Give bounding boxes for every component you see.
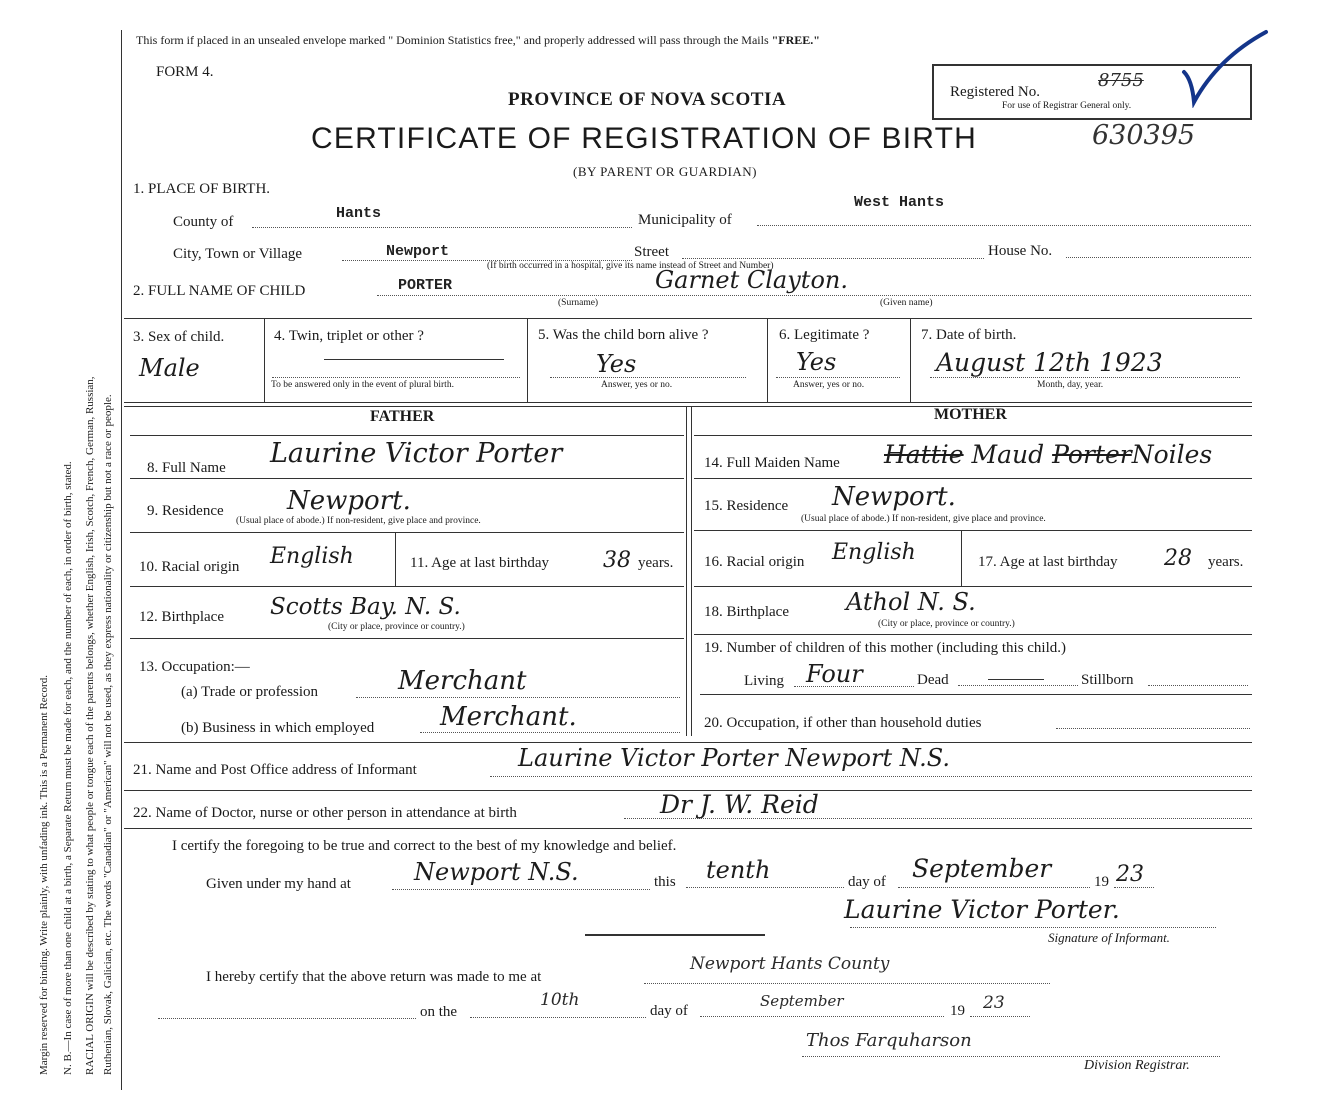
municipality-value: West Hants xyxy=(854,194,945,211)
date-of-birth-value: August 12th 1923 xyxy=(936,348,1163,377)
born-alive-label: 5. Was the child born alive ? xyxy=(538,327,709,343)
margin-note-racial-origin-2: Ruthenian, Slovak, Galician, etc. The words "Canadian" or "American" will not be used, as they express nationality or citizenship but not a race or people. xyxy=(102,394,114,1075)
legitimate-label: 6. Legitimate ? xyxy=(779,327,870,343)
county-value: Hants xyxy=(336,205,382,222)
legitimate-value: Yes xyxy=(796,348,837,376)
registrar-year-value: 23 xyxy=(983,993,1005,1013)
mother-racial-origin-label: 16. Racial origin xyxy=(704,554,805,570)
registrar-day-value: 10th xyxy=(540,990,580,1010)
division-registrar-label: Division Registrar. xyxy=(1084,1058,1190,1073)
child-name-label: 2. FULL NAME OF CHILD xyxy=(133,283,306,299)
given-year-value: 23 xyxy=(1116,862,1144,887)
page-title: CERTIFICATE OF REGISTRATION OF BIRTH xyxy=(311,122,978,155)
page-subtitle: (BY PARENT OR GUARDIAN) xyxy=(573,164,758,179)
municipality-label: Municipality of xyxy=(638,212,732,228)
margin-note-racial-origin: RACIAL ORIGIN will be described by stating to what people or tongue each of the parents belongs, whether English, Irish, Scotch, French, German, Russian, xyxy=(84,376,96,1075)
mother-residence-label: 15. Residence xyxy=(704,498,789,514)
mother-name-struck-surname: Porter xyxy=(1052,440,1132,469)
province-heading: PROVINCE OF NOVA SCOTIA xyxy=(508,89,787,110)
city-label: City, Town or Village xyxy=(173,246,303,262)
father-birthplace-note: (City or place, province or country.) xyxy=(328,622,465,632)
father-birthplace-label: 12. Birthplace xyxy=(139,609,224,625)
registrar-general-note: For use of Registrar General only. xyxy=(1002,101,1132,111)
twin-note: To be answered only in the event of plural birth. xyxy=(271,380,454,390)
registrar-year-prefix: 19 xyxy=(950,1003,965,1019)
given-day-of-label: day of xyxy=(848,874,886,890)
check-mark-icon xyxy=(1178,28,1273,108)
informant-label: 21. Name and Post Office address of Informant xyxy=(133,762,417,778)
city-value: Newport xyxy=(386,243,450,260)
children-living-label: Living xyxy=(744,673,784,689)
mother-name-label: 14. Full Maiden Name xyxy=(704,455,840,471)
mother-name-value xyxy=(884,440,1212,469)
father-birthplace-value: Scotts Bay. N. S. xyxy=(270,594,461,620)
father-trade-value: Merchant xyxy=(398,666,527,696)
father-residence-value: Newport. xyxy=(287,486,411,516)
father-racial-origin-label: 10. Racial origin xyxy=(139,559,240,575)
mother-age-value: 28 xyxy=(1164,546,1192,571)
father-occupation-label: 13. Occupation:— xyxy=(139,659,250,675)
surname-note: (Surname) xyxy=(558,298,599,308)
mother-birthplace-label: 18. Birthplace xyxy=(704,604,789,620)
given-name-note: (Given name) xyxy=(880,298,933,308)
form-number: FORM 4. xyxy=(156,64,214,80)
margin-note-plural-births: N. B.—In case of more than one child at a birth, a Separate Return must be made for each, and the number of each, in order of birth, stated. xyxy=(62,461,74,1075)
father-residence-note: (Usual place of abode.) If non-resident, give place and province. xyxy=(236,516,481,526)
registrar-place-value: Newport Hants County xyxy=(690,954,890,974)
street-label: Street xyxy=(634,244,669,260)
mother-occupation-label: 20. Occupation, if other than household duties xyxy=(704,715,982,731)
margin-note-binding: Margin reserved for binding. Write plainly, with unfading ink. This is a Permanent Record. xyxy=(38,675,50,1075)
mother-birthplace-value: Athol N. S. xyxy=(846,588,976,616)
child-given-name-value: Garnet Clayton. xyxy=(655,266,848,294)
children-living-value: Four xyxy=(806,660,863,688)
sex-value: Male xyxy=(139,354,200,382)
father-racial-origin-value: English xyxy=(270,544,354,569)
legitimate-note: Answer, yes or no. xyxy=(793,380,865,390)
mother-age-label: 17. Age at last birthday xyxy=(978,554,1118,570)
given-day-value: tenth xyxy=(706,856,771,884)
mother-birthplace-note: (City or place, province or country.) xyxy=(878,619,1015,629)
date-of-birth-label: 7. Date of birth. xyxy=(921,327,1017,343)
father-business-value: Merchant. xyxy=(440,702,577,732)
registered-label: Registered No. xyxy=(950,84,1040,100)
certificate-number: 630395 xyxy=(1092,120,1196,151)
mother-name-maiden: Noiles xyxy=(1131,440,1213,469)
registrar-day-of-label: day of xyxy=(650,1003,688,1019)
born-alive-note: Answer, yes or no. xyxy=(601,380,673,390)
informant-signature: Laurine Victor Porter. xyxy=(844,895,1120,924)
doctor-label: 22. Name of Doctor, nurse or other person in attendance at birth xyxy=(133,805,517,821)
registrar-certification-statement: I hereby certify that the above return was made to me at xyxy=(206,969,542,985)
informant-value: Laurine Victor Porter Newport N.S. xyxy=(518,744,951,772)
this-label: this xyxy=(654,874,676,890)
father-age-value: 38 xyxy=(603,548,631,573)
given-under-hand-label: Given under my hand at xyxy=(206,876,351,892)
father-residence-label: 9. Residence xyxy=(147,503,224,519)
mother-residence-note: (Usual place of abode.) If non-resident, give place and province. xyxy=(801,514,1046,524)
mother-residence-value: Newport. xyxy=(832,482,956,512)
registrar-on-the-label: on the xyxy=(420,1004,458,1020)
children-stillborn-label: Stillborn xyxy=(1081,672,1134,688)
father-name-value: Laurine Victor Porter xyxy=(270,438,563,469)
father-age-label: 11. Age at last birthday xyxy=(410,555,549,571)
children-dead-label: Dead xyxy=(917,672,949,688)
hospital-note: (If birth occurred in a hospital, give its name instead of Street and Number) xyxy=(487,261,774,271)
postal-note: This form if placed in an unsealed envelope marked " Dominion Statistics free," and properly addressed will pass through the Mails "FREE." xyxy=(136,33,820,47)
date-of-birth-note: Month, day, year. xyxy=(1037,380,1104,390)
mother-name-middle: Maud xyxy=(971,440,1045,469)
county-label: County of xyxy=(173,214,234,230)
doctor-value: Dr J. W. Reid xyxy=(660,790,819,819)
registrar-month-value: September xyxy=(760,992,844,1010)
child-surname-value: PORTER xyxy=(398,277,453,294)
sex-label: 3. Sex of child. xyxy=(133,329,225,345)
mother-name-struck-first: Hattie xyxy=(884,440,964,469)
twin-label: 4. Twin, triplet or other ? xyxy=(274,328,424,344)
informant-signature-label: Signature of Informant. xyxy=(1048,930,1170,945)
house-number-label: House No. xyxy=(988,243,1053,259)
father-trade-label: (a) Trade or profession xyxy=(181,684,319,700)
given-place-value: Newport N.S. xyxy=(414,858,579,886)
given-year-prefix: 19 xyxy=(1094,874,1109,890)
mother-racial-origin-value: English xyxy=(832,540,916,565)
binding-margin-line xyxy=(121,30,122,1090)
mother-heading: MOTHER xyxy=(934,406,1007,423)
given-month-value: September xyxy=(912,854,1052,883)
place-of-birth-heading: 1. PLACE OF BIRTH. xyxy=(133,181,271,197)
father-years-label: years. xyxy=(638,555,674,571)
informant-certification-statement: I certify the foregoing to be true and correct to the best of my knowledge and belief. xyxy=(172,838,677,854)
registrar-signature: Thos Farquharson xyxy=(806,1030,972,1051)
father-business-label: (b) Business in which employed xyxy=(181,720,375,736)
father-heading: FATHER xyxy=(370,408,435,425)
children-count-label: 19. Number of children of this mother (including this child.) xyxy=(704,640,1067,656)
father-name-label: 8. Full Name xyxy=(147,460,226,476)
born-alive-value: Yes xyxy=(596,350,637,378)
mother-years-label: years. xyxy=(1208,554,1244,570)
registered-value: 8755 xyxy=(1098,70,1144,91)
